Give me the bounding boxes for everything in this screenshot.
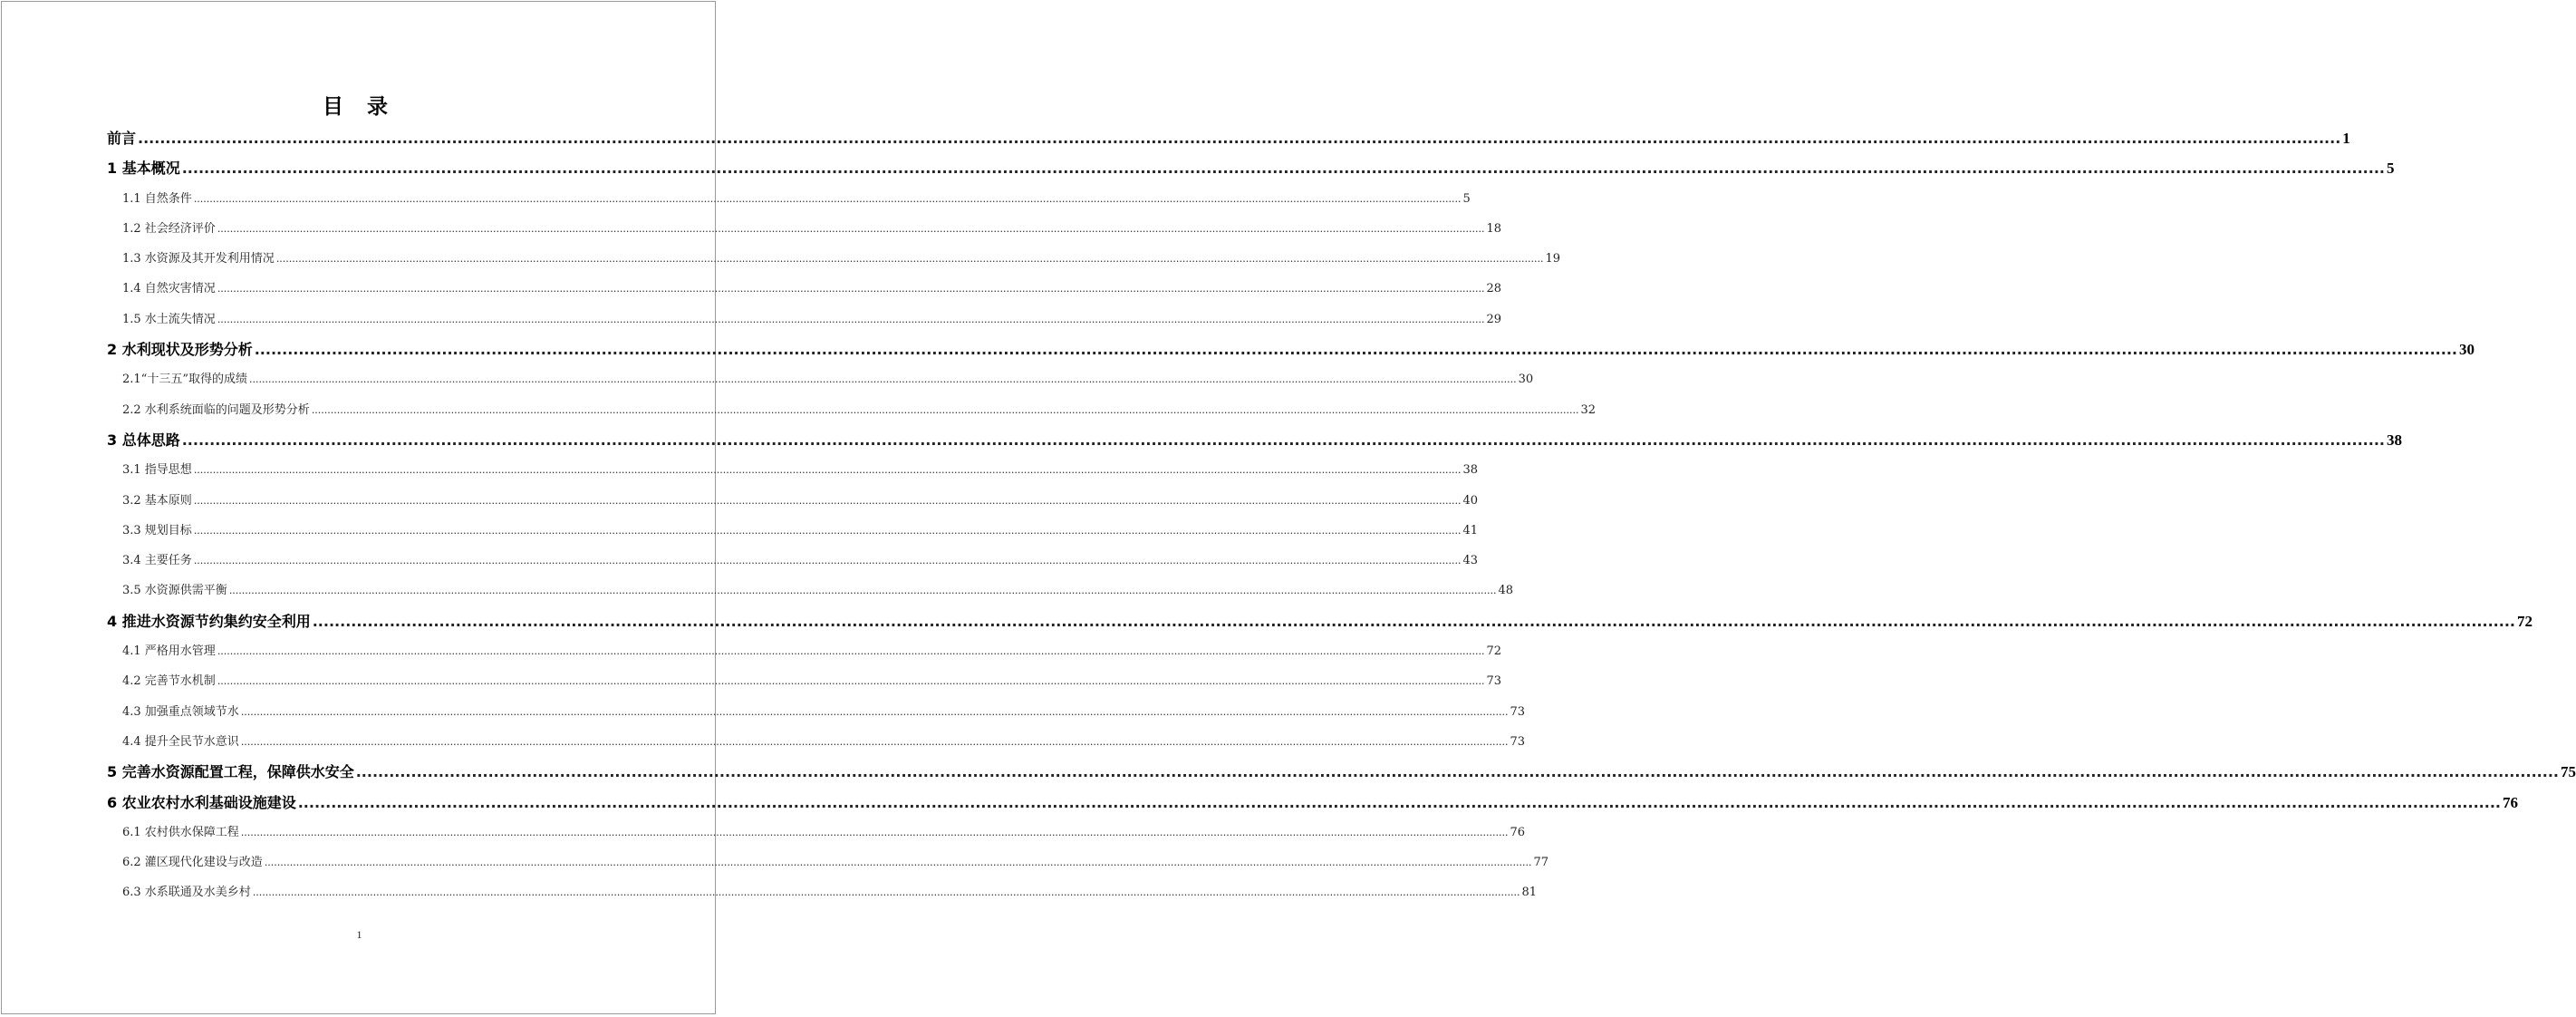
toc-entry-page: 75 bbox=[2560, 763, 2576, 781]
toc-chapter-entry[interactable] bbox=[107, 334, 2475, 364]
toc-entry-label: 4.1 严格用水管理 bbox=[122, 644, 216, 659]
toc-chapter-entry[interactable] bbox=[107, 153, 2395, 183]
toc-entry-page: 81 bbox=[1521, 886, 1537, 900]
dot-leader: ................................................................................................................................................................................................................................................................................................................................................................................................................ bbox=[312, 612, 2515, 630]
toc-chapter-entry[interactable] bbox=[107, 757, 2576, 787]
toc-entry-label: 5 完善水资源配置工程，保障供水安全 bbox=[107, 763, 354, 781]
toc-entry-label: 前言 bbox=[107, 130, 137, 147]
dot-leader: ................................................................................................................................................................................................................................................................................................................................................................................................................ bbox=[138, 130, 2341, 147]
dot-leader: ................................................................................................................................................................................................................................................................................................................................................................................................................ bbox=[181, 160, 2385, 178]
toc-section-entry[interactable] bbox=[107, 274, 1501, 304]
dot-leader: ................................................................................................................................................................................................................................................................................................................................................................................................................ bbox=[193, 524, 1462, 537]
toc-section-entry[interactable] bbox=[107, 364, 1534, 394]
toc-section-entry[interactable] bbox=[107, 516, 1478, 546]
toc-chapter-entry[interactable] bbox=[107, 606, 2533, 636]
dot-leader: ................................................................................................................................................................................................................................................................................................................................................................................................................ bbox=[275, 253, 1544, 266]
toc-entry-page: 18 bbox=[1486, 221, 1501, 236]
dot-leader: ................................................................................................................................................................................................................................................................................................................................................................................................................ bbox=[217, 675, 1485, 688]
toc-chapter-entry[interactable] bbox=[107, 123, 2350, 153]
dot-leader: ................................................................................................................................................................................................................................................................................................................................................................................................................ bbox=[193, 464, 1462, 477]
toc-entry-page: 73 bbox=[1510, 704, 1525, 719]
toc-entry-label: 4.4 提升全民节水意识 bbox=[122, 734, 239, 749]
toc-entry-label: 1.5 水土流失情况 bbox=[122, 312, 216, 326]
table-of-contents bbox=[107, 123, 2576, 908]
toc-entry-page: 77 bbox=[1533, 856, 1548, 870]
toc-entry-label: 3.1 指导思想 bbox=[122, 463, 192, 478]
page-number: 1 bbox=[356, 928, 362, 941]
dot-leader: ................................................................................................................................................................................................................................................................................................................................................................................................................ bbox=[193, 494, 1462, 507]
toc-entry-label: 3.5 水资源供需平衡 bbox=[122, 584, 227, 598]
toc-section-entry[interactable] bbox=[107, 666, 1501, 696]
toc-section-entry[interactable] bbox=[107, 305, 1501, 334]
dot-leader: ................................................................................................................................................................................................................................................................................................................................................................................................................ bbox=[181, 431, 2385, 449]
toc-entry-label: 1.2 社会经济评价 bbox=[122, 221, 216, 236]
toc-chapter-entry[interactable] bbox=[107, 425, 2402, 455]
dot-leader: ................................................................................................................................................................................................................................................................................................................................................................................................................ bbox=[254, 341, 2457, 359]
dot-leader: ................................................................................................................................................................................................................................................................................................................................................................................................................ bbox=[264, 857, 1532, 869]
toc-entry-label: 2.1“十三五”取得的成绩 bbox=[122, 373, 247, 387]
toc-entry-page: 73 bbox=[1486, 674, 1501, 689]
toc-entry-label: 3.2 基本原则 bbox=[122, 493, 192, 508]
toc-entry-page: 30 bbox=[2458, 341, 2475, 359]
dot-leader: ................................................................................................................................................................................................................................................................................................................................................................................................................ bbox=[193, 555, 1462, 567]
toc-entry-label: 3 总体思路 bbox=[107, 431, 180, 449]
toc-section-entry[interactable] bbox=[107, 184, 1471, 214]
toc-entry-page: 43 bbox=[1462, 554, 1478, 568]
toc-section-entry[interactable] bbox=[107, 848, 1548, 877]
toc-entry-page: 73 bbox=[1510, 734, 1525, 749]
toc-entry-label: 3.4 主要任务 bbox=[122, 554, 192, 568]
toc-entry-page: 1 bbox=[2342, 130, 2350, 147]
dot-leader: ................................................................................................................................................................................................................................................................................................................................................................................................................ bbox=[355, 763, 2559, 781]
toc-entry-label: 1.3 水资源及其开发利用情况 bbox=[122, 252, 275, 266]
toc-title: 目 录 bbox=[322, 95, 396, 119]
toc-section-entry[interactable] bbox=[107, 818, 1525, 848]
toc-entry-page: 76 bbox=[2502, 793, 2518, 811]
toc-entry-page: 40 bbox=[1462, 493, 1478, 508]
toc-entry-label: 4.3 加强重点领域节水 bbox=[122, 704, 239, 719]
toc-entry-page: 72 bbox=[1486, 644, 1501, 659]
dot-leader: ................................................................................................................................................................................................................................................................................................................................................................................................................ bbox=[217, 313, 1485, 325]
toc-entry-page: 30 bbox=[1518, 373, 1534, 387]
toc-section-entry[interactable] bbox=[107, 455, 1478, 485]
toc-entry-page: 76 bbox=[1510, 825, 1525, 839]
toc-entry-page: 29 bbox=[1486, 312, 1501, 326]
toc-section-entry[interactable] bbox=[107, 877, 1537, 907]
toc-entry-label: 6.2 灌区现代化建设与改造 bbox=[122, 856, 263, 870]
toc-entry-page: 72 bbox=[2516, 612, 2533, 630]
toc-section-entry[interactable] bbox=[107, 486, 1478, 516]
toc-section-entry[interactable] bbox=[107, 727, 1525, 757]
toc-entry-label: 4 推进水资源节约集约安全利用 bbox=[107, 612, 311, 630]
toc-entry-label: 3.3 规划目标 bbox=[122, 523, 192, 538]
dot-leader: ................................................................................................................................................................................................................................................................................................................................................................................................................ bbox=[193, 192, 1462, 205]
toc-section-entry[interactable] bbox=[107, 395, 1596, 425]
toc-section-entry[interactable] bbox=[107, 636, 1501, 666]
dot-leader: ................................................................................................................................................................................................................................................................................................................................................................................................................ bbox=[217, 222, 1485, 235]
toc-entry-label: 4.2 完善节水机制 bbox=[122, 674, 216, 689]
toc-entry-page: 48 bbox=[1498, 584, 1513, 598]
toc-entry-label: 1.4 自然灾害情况 bbox=[122, 282, 216, 296]
dot-leader: ................................................................................................................................................................................................................................................................................................................................................................................................................ bbox=[252, 886, 1520, 899]
toc-section-entry[interactable] bbox=[107, 244, 1560, 274]
toc-section-entry[interactable] bbox=[107, 214, 1501, 244]
dot-leader: ................................................................................................................................................................................................................................................................................................................................................................................................................ bbox=[248, 373, 1517, 386]
toc-entry-page: 38 bbox=[2386, 431, 2402, 449]
toc-entry-page: 28 bbox=[1486, 282, 1501, 296]
toc-entry-label: 2.2 水利系统面临的问题及形势分析 bbox=[122, 402, 310, 417]
toc-entry-page: 32 bbox=[1580, 402, 1596, 417]
dot-leader: ................................................................................................................................................................................................................................................................................................................................................................................................................ bbox=[228, 585, 1497, 597]
dot-leader: ................................................................................................................................................................................................................................................................................................................................................................................................................ bbox=[297, 793, 2501, 811]
toc-entry-label: 6 农业农村水利基础设施建设 bbox=[107, 793, 296, 811]
toc-entry-label: 6.3 水系联通及水美乡村 bbox=[122, 886, 251, 900]
toc-chapter-entry[interactable] bbox=[107, 788, 2518, 818]
toc-entry-page: 19 bbox=[1545, 252, 1560, 266]
dot-leader: ................................................................................................................................................................................................................................................................................................................................................................................................................ bbox=[240, 826, 1509, 838]
dot-leader: ................................................................................................................................................................................................................................................................................................................................................................................................................ bbox=[217, 283, 1485, 295]
dot-leader: ................................................................................................................................................................................................................................................................................................................................................................................................................ bbox=[240, 705, 1509, 718]
toc-section-entry[interactable] bbox=[107, 697, 1525, 727]
toc-entry-label: 1.1 自然条件 bbox=[122, 191, 192, 206]
dot-leader: ................................................................................................................................................................................................................................................................................................................................................................................................................ bbox=[311, 403, 1579, 416]
toc-entry-page: 38 bbox=[1462, 463, 1478, 478]
toc-entry-label: 6.1 农村供水保障工程 bbox=[122, 825, 239, 839]
toc-entry-page: 5 bbox=[1462, 191, 1471, 206]
toc-entry-page: 5 bbox=[2386, 160, 2395, 178]
toc-section-entry[interactable] bbox=[107, 546, 1478, 576]
toc-section-entry[interactable] bbox=[107, 576, 1513, 605]
toc-entry-label: 2 水利现状及形势分析 bbox=[107, 341, 253, 359]
toc-entry-page: 41 bbox=[1462, 523, 1478, 538]
dot-leader: ................................................................................................................................................................................................................................................................................................................................................................................................................ bbox=[240, 735, 1509, 748]
toc-entry-label: 1 基本概况 bbox=[107, 160, 180, 178]
dot-leader: ................................................................................................................................................................................................................................................................................................................................................................................................................ bbox=[217, 645, 1485, 658]
